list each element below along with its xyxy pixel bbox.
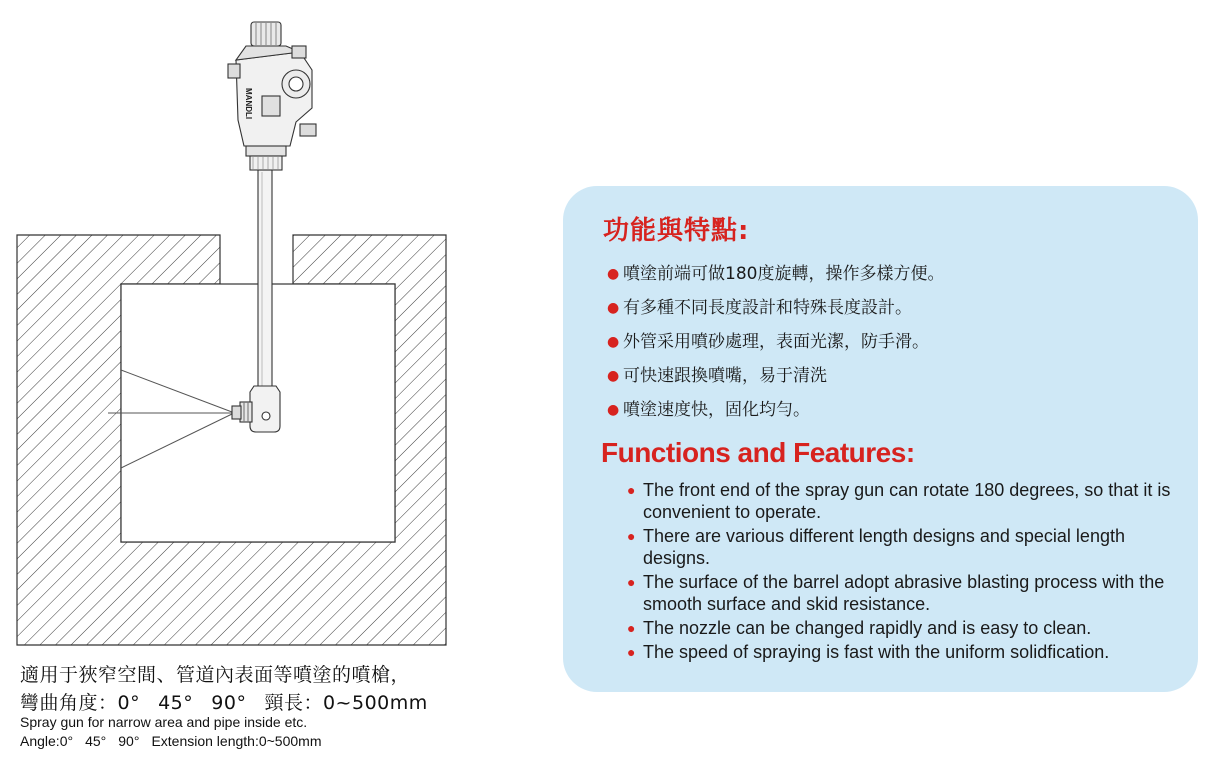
caption-en-angle-90: 90° — [118, 733, 140, 749]
bullet-icon: ● — [607, 402, 620, 418]
bullet-icon: ● — [607, 334, 620, 350]
bullet-icon: ● — [627, 574, 636, 590]
feature-item-en — [601, 617, 1178, 639]
caption-zh-angle-90: 90° — [211, 692, 247, 714]
feature-text-en: The front end of the spray gun can rotate 180 degrees, so that it is convenient to operate. — [643, 480, 1171, 522]
bullet-icon: ● — [627, 644, 636, 660]
feature-item-en — [601, 641, 1178, 663]
spray-gun-head — [228, 22, 316, 170]
caption-en-line1: Spray gun for narrow area and pipe inside etc. — [20, 714, 308, 730]
feature-item-en — [601, 479, 1178, 523]
features-heading-en: Functions and Features: — [601, 437, 915, 468]
bullet-icon: ● — [607, 266, 620, 282]
caption-zh-line1: 適用于狹窄空間、管道內表面等噴塗的噴槍， — [20, 664, 411, 686]
caption-en-angle-45: 45° — [85, 733, 107, 749]
brand-label: MANDLI — [244, 88, 253, 120]
feature-item-en — [601, 571, 1178, 615]
caption-zh-angle-45: 45° — [158, 692, 194, 714]
caption-en-length: Extension length:0~500mm — [151, 733, 322, 749]
features-list-en — [601, 479, 1178, 663]
feature-text-zh: 外管采用噴砂處理，表面光潔，防手滑。 — [623, 332, 929, 352]
extension-tube — [258, 170, 272, 388]
feature-item-zh — [601, 393, 1178, 427]
feature-text-en: There are various different length designs and special length designs. — [643, 526, 1125, 568]
caption-en-angle-label: Angle:0° — [20, 733, 74, 749]
feature-text-en: The surface of the barrel adopt abrasive blasting process with the smooth surface and skid resistance. — [643, 572, 1165, 614]
bullet-icon: ● — [607, 368, 620, 384]
caption-zh-angle-label: 彎曲角度：0° — [20, 692, 141, 714]
feature-item-zh — [601, 291, 1178, 325]
feature-item-en — [601, 525, 1178, 569]
feature-text-zh: 有多種不同長度設計和特殊長度設計。 — [623, 298, 912, 318]
caption-en-line2 — [20, 733, 322, 749]
feature-text-en: The nozzle can be changed rapidly and is easy to clean. — [643, 618, 1092, 638]
features-heading-zh: 功能與特點: — [603, 216, 750, 246]
bullet-icon: ● — [627, 528, 636, 544]
spray-gun-diagram — [0, 0, 560, 655]
feature-text-en: The speed of spraying is fast with the uniform solidfication. — [643, 642, 1110, 662]
feature-item-zh — [601, 257, 1178, 291]
features-list-zh — [601, 257, 1178, 427]
feature-text-zh: 可快速跟換噴嘴，易于清洗 — [623, 366, 827, 386]
caption-zh-line2 — [20, 688, 428, 715]
feature-item-zh — [601, 325, 1178, 359]
feature-text-zh: 噴塗速度快，固化均勻。 — [623, 400, 810, 420]
bullet-icon: ● — [627, 482, 636, 498]
feature-text-zh: 噴塗前端可做180度旋轉，操作多樣方便。 — [623, 264, 945, 284]
bullet-icon: ● — [627, 620, 636, 636]
feature-item-zh — [601, 359, 1178, 393]
bullet-icon: ● — [607, 300, 620, 316]
caption-zh-length: 頸長：0~500mm — [264, 692, 428, 714]
features-panel — [563, 186, 1198, 692]
pipe-wall-section — [17, 235, 446, 645]
